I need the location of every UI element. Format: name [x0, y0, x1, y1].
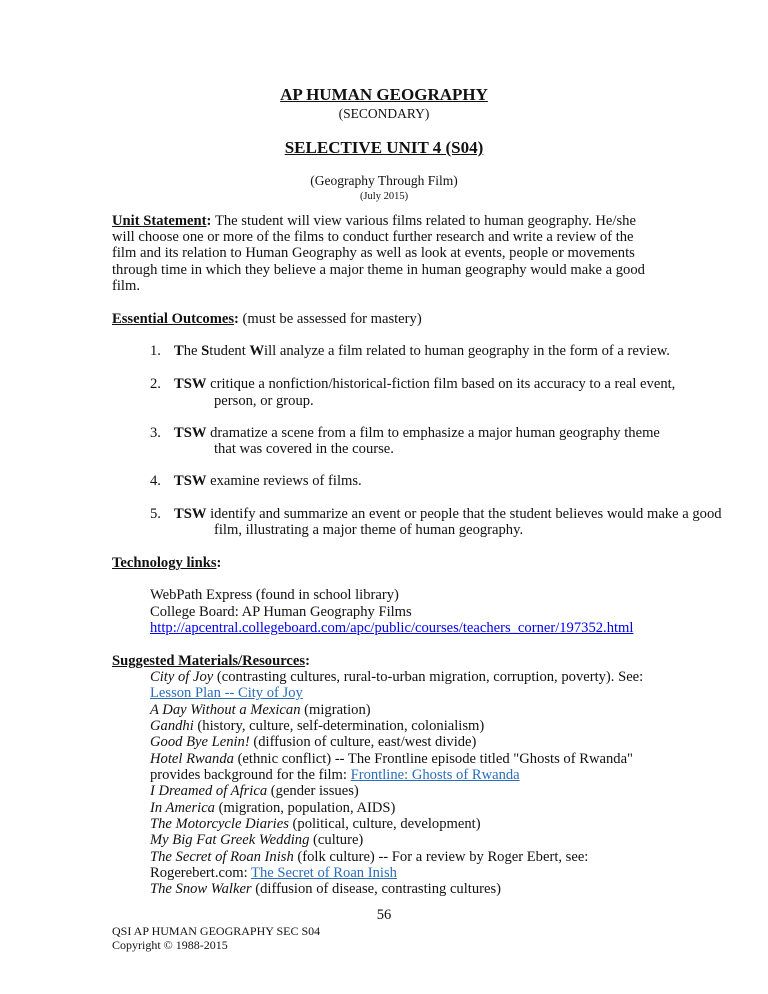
film-item: My Big Fat Greek Wedding (culture) [150, 832, 364, 848]
document-title: AP HUMAN GEOGRAPHY [280, 85, 488, 104]
lesson-plan-link[interactable]: Lesson Plan -- City of Joy [150, 685, 303, 701]
footer-copyright: Copyright © 1988-2015 [112, 938, 228, 952]
document-subtitle: (SECONDARY) [338, 106, 430, 121]
statement-line: film and its relation to Human Geography as well as look at events, people or movements [112, 245, 635, 261]
unit-topic: (Geography Through Film) [310, 173, 458, 188]
outcome-number: 3. [150, 425, 161, 441]
outcome-item: TSW identify and summarize an event or people that the student believes would make a good [174, 506, 722, 522]
materials-label: Suggested Materials/Resources [112, 653, 306, 669]
film-item: Gandhi (history, culture, self-determination, colonialism) [150, 718, 485, 734]
film-item: A Day Without a Mexican (migration) [150, 702, 371, 718]
outcome-number: 1. [150, 343, 161, 359]
collegeboard-link[interactable]: http://apcentral.collegeboard.com/apc/public/courses/teachers_corner/197352.html [150, 620, 634, 636]
film-item: Good Bye Lenin! (diffusion of culture, east/west divide) [150, 734, 477, 750]
outcome-item-continued: film, illustrating a major theme of human geography. [214, 522, 524, 538]
unit-statement-label: Unit Statement [112, 213, 207, 229]
film-item-continued: provides background for the film: Frontline: Ghosts of Rwanda [150, 767, 520, 783]
statement-line: film. [112, 278, 140, 294]
outcomes-label: Essential Outcomes [112, 311, 235, 327]
film-item-continued: Rogerebert.com: The Secret of Roan Inish [150, 865, 397, 881]
technology-item: WebPath Express (found in school library) [150, 587, 399, 603]
outcome-number: 2. [150, 376, 161, 392]
film-item: The Secret of Roan Inish (folk culture) -- For a review by Roger Ebert, see: [150, 849, 589, 865]
unit-date: (July 2015) [359, 191, 409, 202]
outcomes-note: (must be assessed for mastery) [242, 311, 422, 327]
technology-item: College Board: AP Human Geography Films [150, 604, 412, 620]
outcome-number: 5. [150, 506, 161, 522]
footer-course: QSI AP HUMAN GEOGRAPHY SEC S04 [112, 924, 321, 938]
outcome-item: TSW examine reviews of films. [174, 473, 362, 489]
frontline-link[interactable]: Frontline: Ghosts of Rwanda [350, 767, 520, 783]
page-number: 56 [376, 907, 392, 923]
film-item: Hotel Rwanda (ethnic conflict) -- The Frontline episode titled "Ghosts of Rwanda" [150, 751, 634, 767]
statement-line: The student will view various films related to human geography. He/she [214, 213, 636, 229]
outcome-item-continued: person, or group. [214, 393, 314, 409]
film-item: I Dreamed of Africa (gender issues) [150, 783, 359, 799]
outcome-item: TSW critique a nonfiction/historical-fiction film based on its accuracy to a real event, [174, 376, 676, 392]
outcome-item: TSW dramatize a scene from a film to emphasize a major human geography theme [174, 425, 660, 441]
film-item: The Snow Walker (diffusion of disease, contrasting cultures) [150, 881, 502, 897]
film-item: City of Joy (contrasting cultures, rural-to-urban migration, corruption, poverty). See: [150, 669, 644, 685]
statement-line: through time in which they believe a major theme in human geography would make a good [112, 262, 645, 278]
statement-line: will choose one or more of the films to conduct further research and write a review of the [112, 229, 634, 245]
roan-inish-link[interactable]: The Secret of Roan Inish [251, 865, 397, 881]
film-item: In America (migration, population, AIDS) [150, 800, 396, 816]
technology-label: Technology links [112, 555, 217, 571]
film-item: The Motorcycle Diaries (political, culture, development) [150, 816, 481, 832]
outcome-item: The Student Will analyze a film related to human geography in the form of a review. [174, 343, 670, 359]
outcome-item-continued: that was covered in the course. [214, 441, 394, 457]
unit-title: SELECTIVE UNIT 4 (S04) [284, 138, 484, 157]
outcome-number: 4. [150, 473, 161, 489]
